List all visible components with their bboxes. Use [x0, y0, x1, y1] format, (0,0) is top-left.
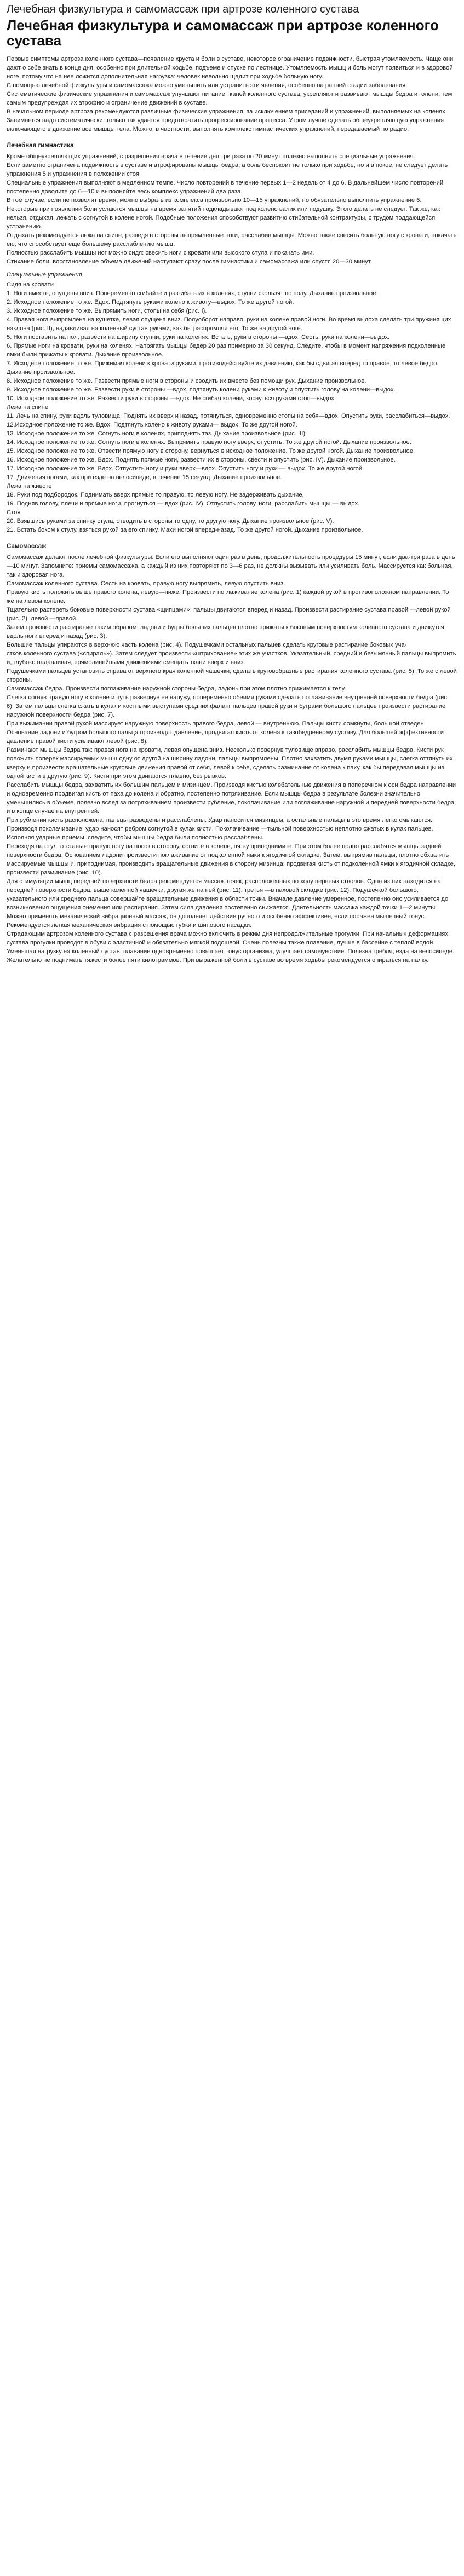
- massage-section: [7, 553, 457, 965]
- exercise-item: 7. Исходное положение то же. Прижимая колени к кровати руками, противодействуйте их давлению, как бы сдвигая вперед то правое, то левое бедро. Дыхание произвольное.: [7, 360, 439, 376]
- lfk-heading: Лечебная гимнастика: [7, 142, 74, 149]
- lfk-paragraph: Специальные упражнения выполняют в медленном темпе. Число повторений в течение первых 1—2 недель от 4 до 6. В дальнейшем число повторений постепенно доводите до 6—10 и выполняйте весь комплекс упражнений два раза.: [7, 180, 444, 195]
- massage-paragraph: При рублении кисть расположена, пальцы разведены и расслаблены. Удар наносится мизинцем, а остальные пальцы в это время легко смыкаются.: [7, 817, 433, 823]
- exercise-item: 20. Взявшись руками за спинку стула, отводить в стороны то одну, то другую ногу. Дыхание произвольное (рис. V).: [7, 518, 334, 525]
- massage-paragraph: Самомассаж бедра. Произвести поглаживание наружной стороны бедра, ладонь при этом плотно прижимается к телу.: [7, 685, 346, 692]
- massage-paragraph: Производя поколачивание, удар наносят ребром согнутой в кулак кисти. Поколачивание —тыльной поверхностью неплотно сжатых в кулак пальцев. Исполняя ударные приемы, следите, чтобы мышцы бедра были полностью расслаблены.: [7, 826, 433, 841]
- exercise-item: 1. Ноги вместе, опущены вниз. Попеременно сгибайте и разгибать их в коленях, ступни скользят по полу. Дыхание произвольное.: [7, 290, 378, 297]
- massage-paragraph: Самомассаж коленного сустава. Сесть на кровать, правую ногу выпрямить, левую опустить вниз.: [7, 580, 285, 587]
- exercise-item: 3. Исходное положение то же. Выпрямить ноги, стопы на себя (рис. I).: [7, 308, 207, 314]
- exercise-item: 2. Исходное положение то же. Вдох. Подтянуть руками колено к животу—выдох. То же другой ногой.: [7, 299, 294, 306]
- exercise-item: 9. Исходное положение то же. Развести руки в стороны —вдох, подтянуть колени руками к животу и опустить голову на колени—выдох.: [7, 387, 396, 393]
- exercise-item: 4. Правая нога выпрямлена на кушетке, левая опущена вниз. Полуоборот направо, руки на колене правой ноги. Во время выдоха сделать три пружинящих наклона (рис. II), надавливая на коленный сустав руками, как бы распрямляя его. То же на другой ноге.: [7, 316, 451, 332]
- intro-paragraph: С помощью лечебной физкультуры и самомассажа можно уменьшить или устранить эти явления, особенно на ранней стадии заболевания. Систематические физические упражнения и самомассаж улучшают питание тканей коленного сустава, укрепляют и развивают мышцы бедра и голени, тем самым предупреждая их атрофию и ограничение движений в суставе.: [7, 82, 452, 106]
- lfk-paragraph: Стихание боли, восстановление объема движений наступают сразу после гимнастики и самомассажа или спустя 20—30 минут.: [7, 258, 372, 265]
- massage-paragraph: Самомассаж делают после лечебной физкультуры. Если его выполняют один раз в день, продолжительность процедуры 15 минут, если два-три раза в день—10 минут. Запомните: приемы самомассажа, а каждый из них повторяют по 3—6 раз, не должны вызывать или усиливать боль. Массируется как больная, так и здоровая нога.: [7, 554, 455, 578]
- exercise-item: 6. Прямые ноги на кровати, руки на коленях. Напрягать мышцы бедер 20 раз примерно за 30 секунд. Следите, чтобы в момент напряжения подколенные ямки были прижаты к кровати. Дыхание произвольное.: [7, 343, 446, 358]
- exercise-group-lying-back: [7, 403, 457, 482]
- group-label: Сидя на кровати: [7, 281, 54, 288]
- massage-paragraph: Переходя на стул, отставьте правую ногу на носок в сторону, согните в колене, пятку приподнимите. При этом более полно расслабятся мышцы задней поверхности бедра. Основанием ладони произвести поглаживание от подколенной ямки к ягодичной складке. Затем, выпрямив пальцы, плотно обхватить массируемые мышцы и, приподнимая, производить вращательные движения в сторону мизинца; продвигая кисть от подколенной ямки к ягодичной складке, произвести разминание (рис. 10).: [7, 843, 455, 876]
- lfk-section: [7, 152, 457, 266]
- group-label: Лежа на спине: [7, 404, 49, 411]
- exercise-group-lying-stomach: [7, 482, 457, 508]
- massage-paragraph: Большие пальцы упираются в верхнюю часть колена (рис. 4). Подушечками остальных пальцев сделать круговые растирание боковых уча-: [7, 642, 407, 648]
- massage-paragraph: Затем произвести растирание таким образом: ладони и бугры больших пальцев плотно прижаты к боковым поверхностям коленного сустава и движутся вдоль ноги вперед и назад (рис. 3).: [7, 624, 444, 639]
- exercise-item: 11. Лечь на спину, руки вдоль туловища. Поднять их вверх и назад, потянуться, одновременно стопы на себя—вдох. Опустить руки, расслабиться—выдох.: [7, 413, 450, 419]
- exercise-group-standing: [7, 508, 457, 534]
- exercise-item: 8. Исходное положение то же. Развести прямые ноги в стороны и сводить их вместе без помощи рук. Дыхание произвольное.: [7, 378, 366, 384]
- massage-paragraph: Слегка согнув правую ногу в колене и чуть развернув ее наружу, попеременно обеими руками сделать поглаживание внутренней поверхности бедра (рис. 6). Затем пальцы слегка сжать в кулак и костными выступами средних фаланг пальцев правой руки и буграми большого пальцев произвести растирание наружной поверхности бедра (рис. 7).: [7, 694, 449, 718]
- lfk-paragraph: Полностью расслабить мышцы ног можно сидя: свесить ноги с кровати или высокого стула и покачать ими.: [7, 250, 314, 256]
- intro-paragraph: Первые симптомы артроза коленного сустава—появление хруста и боли в суставе, некоторое ограничение подвижности, быстрая утомляемость. Чаще они дают о себе знать в конце дня, особенно при длительной ходьбе, подъеме и спуске по лестнице. Утомляемость мышц и боль могут появиться и в здоровой ноге, потому что на нее ложится дополнительная нагрузка: человек невольно щадит при ходьбе больную ногу.: [7, 56, 454, 80]
- massage-paragraph: стков коленного сустава («спираль»). Затем следует произвести «штрихование» этих же участков. Указательный, средний и безымянный пальцы выпрямить и, глубоко надавливая, прямолинейными движениями смещать ткани вверх и вниз.: [7, 650, 456, 666]
- massage-paragraph: Страдающим артрозом коленного сустава с разрешения врача можно включить в режим дня непродолжительные прогулки. При начальных деформациях сустава прогулки проводят в обуви с эластичной и обязательно мягкой подошвой. Очень полезны также плавание, лучше в бассейне с теплой водой. Уменьшая нагрузку на коленный сустав, плавание одновременно повышает тонус организма, улучшает самочувствие. Полезна гребля, езда на велосипеде. Желательно не поднимать тяжести более пяти килограммов. При выраженной боли в суставе во время ходьбы рекомендуется опираться на палку.: [7, 931, 455, 964]
- massage-paragraph: Для стимуляции мышц передней поверхности бедра рекомендуется массаж точек, расположенных по ходу нервных стволов. Одна из них находится на передней поверхности бедра, выше коленной чашечки, другая же на ней (рис. 11), третья —в паховой складке (рис. 12). Подушечкой большого, указательного или среднего пальца совершайте вращательные движения в области точки. Вначале давление умеренное, постепенно оно усиливается до возникновения ощущения онемения или распирания. Затем сила давления постепенно снижается. Длительность массажа каждой точки 1—2 минуты.: [7, 878, 449, 911]
- lfk-paragraph: Если заметно ограничена подвижность в суставе и атрофированы мышцы бедра, а боль беспокоит не только при ходьбе, но и в покое, не следует делать упражнения 5 и упражнения в положении стоя.: [7, 162, 448, 177]
- exercise-item: 17. Исходное положение то же. Вдох. Отпустить ногу и руки вверх—вдох. Опустить ногу и руки — выдох. То же другой ногой.: [7, 465, 364, 472]
- exercise-item: 18. Руки под подбородок. Поднимать вверх прямые то правую, то левую ногу. Не задерживать дыхание.: [7, 492, 304, 498]
- exercise-item: 14. Исходное положение то же. Согнуть ноги в коленях. Выпрямить правую ногу вверх, опустить. То же другой ногой. Дыхание произвольное.: [7, 439, 411, 446]
- lfk-paragraph: Кроме общеукрепляющих упражнений, с разрешения врача в течение дня три раза по 20 минут полезно выполнять специальные упражнения.: [7, 153, 415, 160]
- intro-section: [7, 55, 457, 134]
- special-exercises-heading: Специальные упражнения: [7, 272, 82, 278]
- massage-paragraph: Рекомендуется легкая механическая вибрация с помощью губки и шипового насадки.: [7, 922, 252, 929]
- exercise-item: 15. Исходное положение то же. Отвести прямую ногу в сторону, вернуться в исходное положение. То же другой ногой. Дыхание произвольное.: [7, 448, 415, 454]
- massage-paragraph: Можно применять механический вибрационный массаж, он дополняет действие ручного и особенно эффективен, если поражен мышечный тонус.: [7, 913, 426, 920]
- exercise-item: 13. Исходное положение то же. Согнуть ноги в коленях, приподнять таз. Дыхание произвольное (рис. III).: [7, 430, 307, 437]
- exercise-item: 5. Ноги поставить на пол, развести на ширину ступни, руки на коленях. Встать, руки в стороны —вдох. Сесть, руки на колени—выдох.: [7, 334, 390, 341]
- massage-paragraph: При выжимании правой рукой массирует наружную поверхность правого бедра, левой — внутреннюю. Пальцы кисти сомкнуты, большой отведен. Основание ладони и бугром большого пальца производят давление, продвигая кисть от колена к тазобедренному суставу. Для большей эффективности давление правой кисти усиливают левой (рис. 8).: [7, 721, 444, 745]
- lfk-paragraph: Отдыхать рекомендуется лежа на спине, разведя в стороны выпрямленные ноги, расслабив мышцы. Можно также свесить больную ногу с кровати, покачать ею, что способствует еще большему расслаблению мышц.: [7, 232, 457, 247]
- group-label: Стоя: [7, 509, 21, 516]
- group-label: Лежа на животе: [7, 483, 52, 489]
- exercise-item: 19. Подняв голову, плечи и прямые ноги, прогнуться — вдох (рис. IV). Отпустить голову, ноги, расслабить мышцы — выдох.: [7, 500, 360, 507]
- exercise-group-sitting: [7, 280, 457, 403]
- exercise-item: 16. Исходное положение то же. Вдох. Поднять прямые ноги, развести их в стороны, свести и опустить (рис. IV). Дыхание произвольное.: [7, 457, 396, 463]
- exercise-item: 10. Исходное положение то же. Развести руки в стороны —вдох. Не сгибая колени, коснуться руками стоп—выдох.: [7, 395, 336, 402]
- exercise-item: 12.Исходное положение то же. Вдох. Подтянуть колено к животу руками— выдох. То же другой ногой.: [7, 422, 297, 428]
- massage-paragraph: Расслабить мышцы бедра, захватить их большим пальцем и мизинцем. Производя кистью колебательные движения в поперечном к оси бедра направлении и одновременно продвигая кисть от паха до колена и обратно, постепенно потряхивание. Если мышцы бедра в результате болезни значительно уменьшились в объеме, полезно вслед за потряхиванием произвести рубление, поколачивание или поглаживание наружной и передней поверхности бедра, и в конце случае на внутренней.: [7, 782, 456, 815]
- page-title: Лечебная физкультура и самомассаж при артрозе коленного сустава: [7, 17, 439, 49]
- lfk-paragraph: В том случае, если не позволит время, можно выбрать из комплекса произвольно 10—15 упражнений, но обязательно выполнить упражнение 6.: [7, 197, 422, 204]
- massage-paragraph: Разминают мышцы бедра так: правая нога на кровати, левая опущена вниз. Несколько повернув туловище вправо, расслабить мышцы бедра. Кисти рук положить поперек массируемых мышц одну от другой на ширину ладони, пальцы выпрямлены. Плотно захватить двумя руками мышцы, слегка оттянуть их кверху и произвести вращательные круговые движения правой от себя, левой к себе, сделать разминание от колена к паху, как бы передавая мышцы из одной кисти в другую (рис. 9). Кисти при этом двигаются плавно, без рывков.: [7, 747, 453, 780]
- lfk-paragraph: Некоторые при появлении боли услаются мышцы на время занятий подкладывают под колено валик или подушку. Этого делать не следует. Так же, как нельзя, отдыхая, лежать с согнутой в колене ногой. Подобные положения способствуют развитию стибательной контрактуры, с трудом поддающейся устранению.: [7, 206, 440, 230]
- massage-paragraph: Правую кисть положить выше правого колена, левую—ниже. Произвести поглаживание колена (рис. 1) каждой рукой в противоположном направлении. То же на левом колене.: [7, 589, 449, 604]
- exercise-item: 21. Встать боком к стулу, взяться рукой за его спинку. Махи ногой вперед-назад. То же другой ногой. Дыхание произвольное.: [7, 527, 363, 533]
- massage-paragraph: Тщательно растереть боковые поверхности сустава «щипцами»: пальцы двигаются вперед и назад. Произвести растирание сустава правой —левой рукой (рис. 2), левой —правой.: [7, 607, 451, 622]
- massage-paragraph: Подушечками пальцев установить справа от верхнего края коленной чашечки, сделать круговобразные растирания коленного сустава (рис. 5). То же с левой стороны.: [7, 668, 457, 683]
- massage-heading: Самомассаж: [7, 543, 47, 550]
- intro-paragraph: В начальном периоде артроза рекомендуются различные физические упражнения, за исключением приседаний и упражнений, выполняемых на коленях Занимается надо систематически, только так удается предотвратить прогрессирование процесса. Утром лучше сделать общеукрепляющую упражнения включающего в движение все мышцы тела. Можно, в частности, выполнять комплекс гимнастических упражнений, передаваемый по радио.: [7, 108, 445, 132]
- exercise-item: 17. Движения ногами, как при езде на велосипеде, в течение 15 секунд. Дыхание произвольное.: [7, 474, 282, 481]
- page-title-small: Лечебная физкультура и самомассаж при артрозе коленного сустава: [7, 3, 359, 15]
